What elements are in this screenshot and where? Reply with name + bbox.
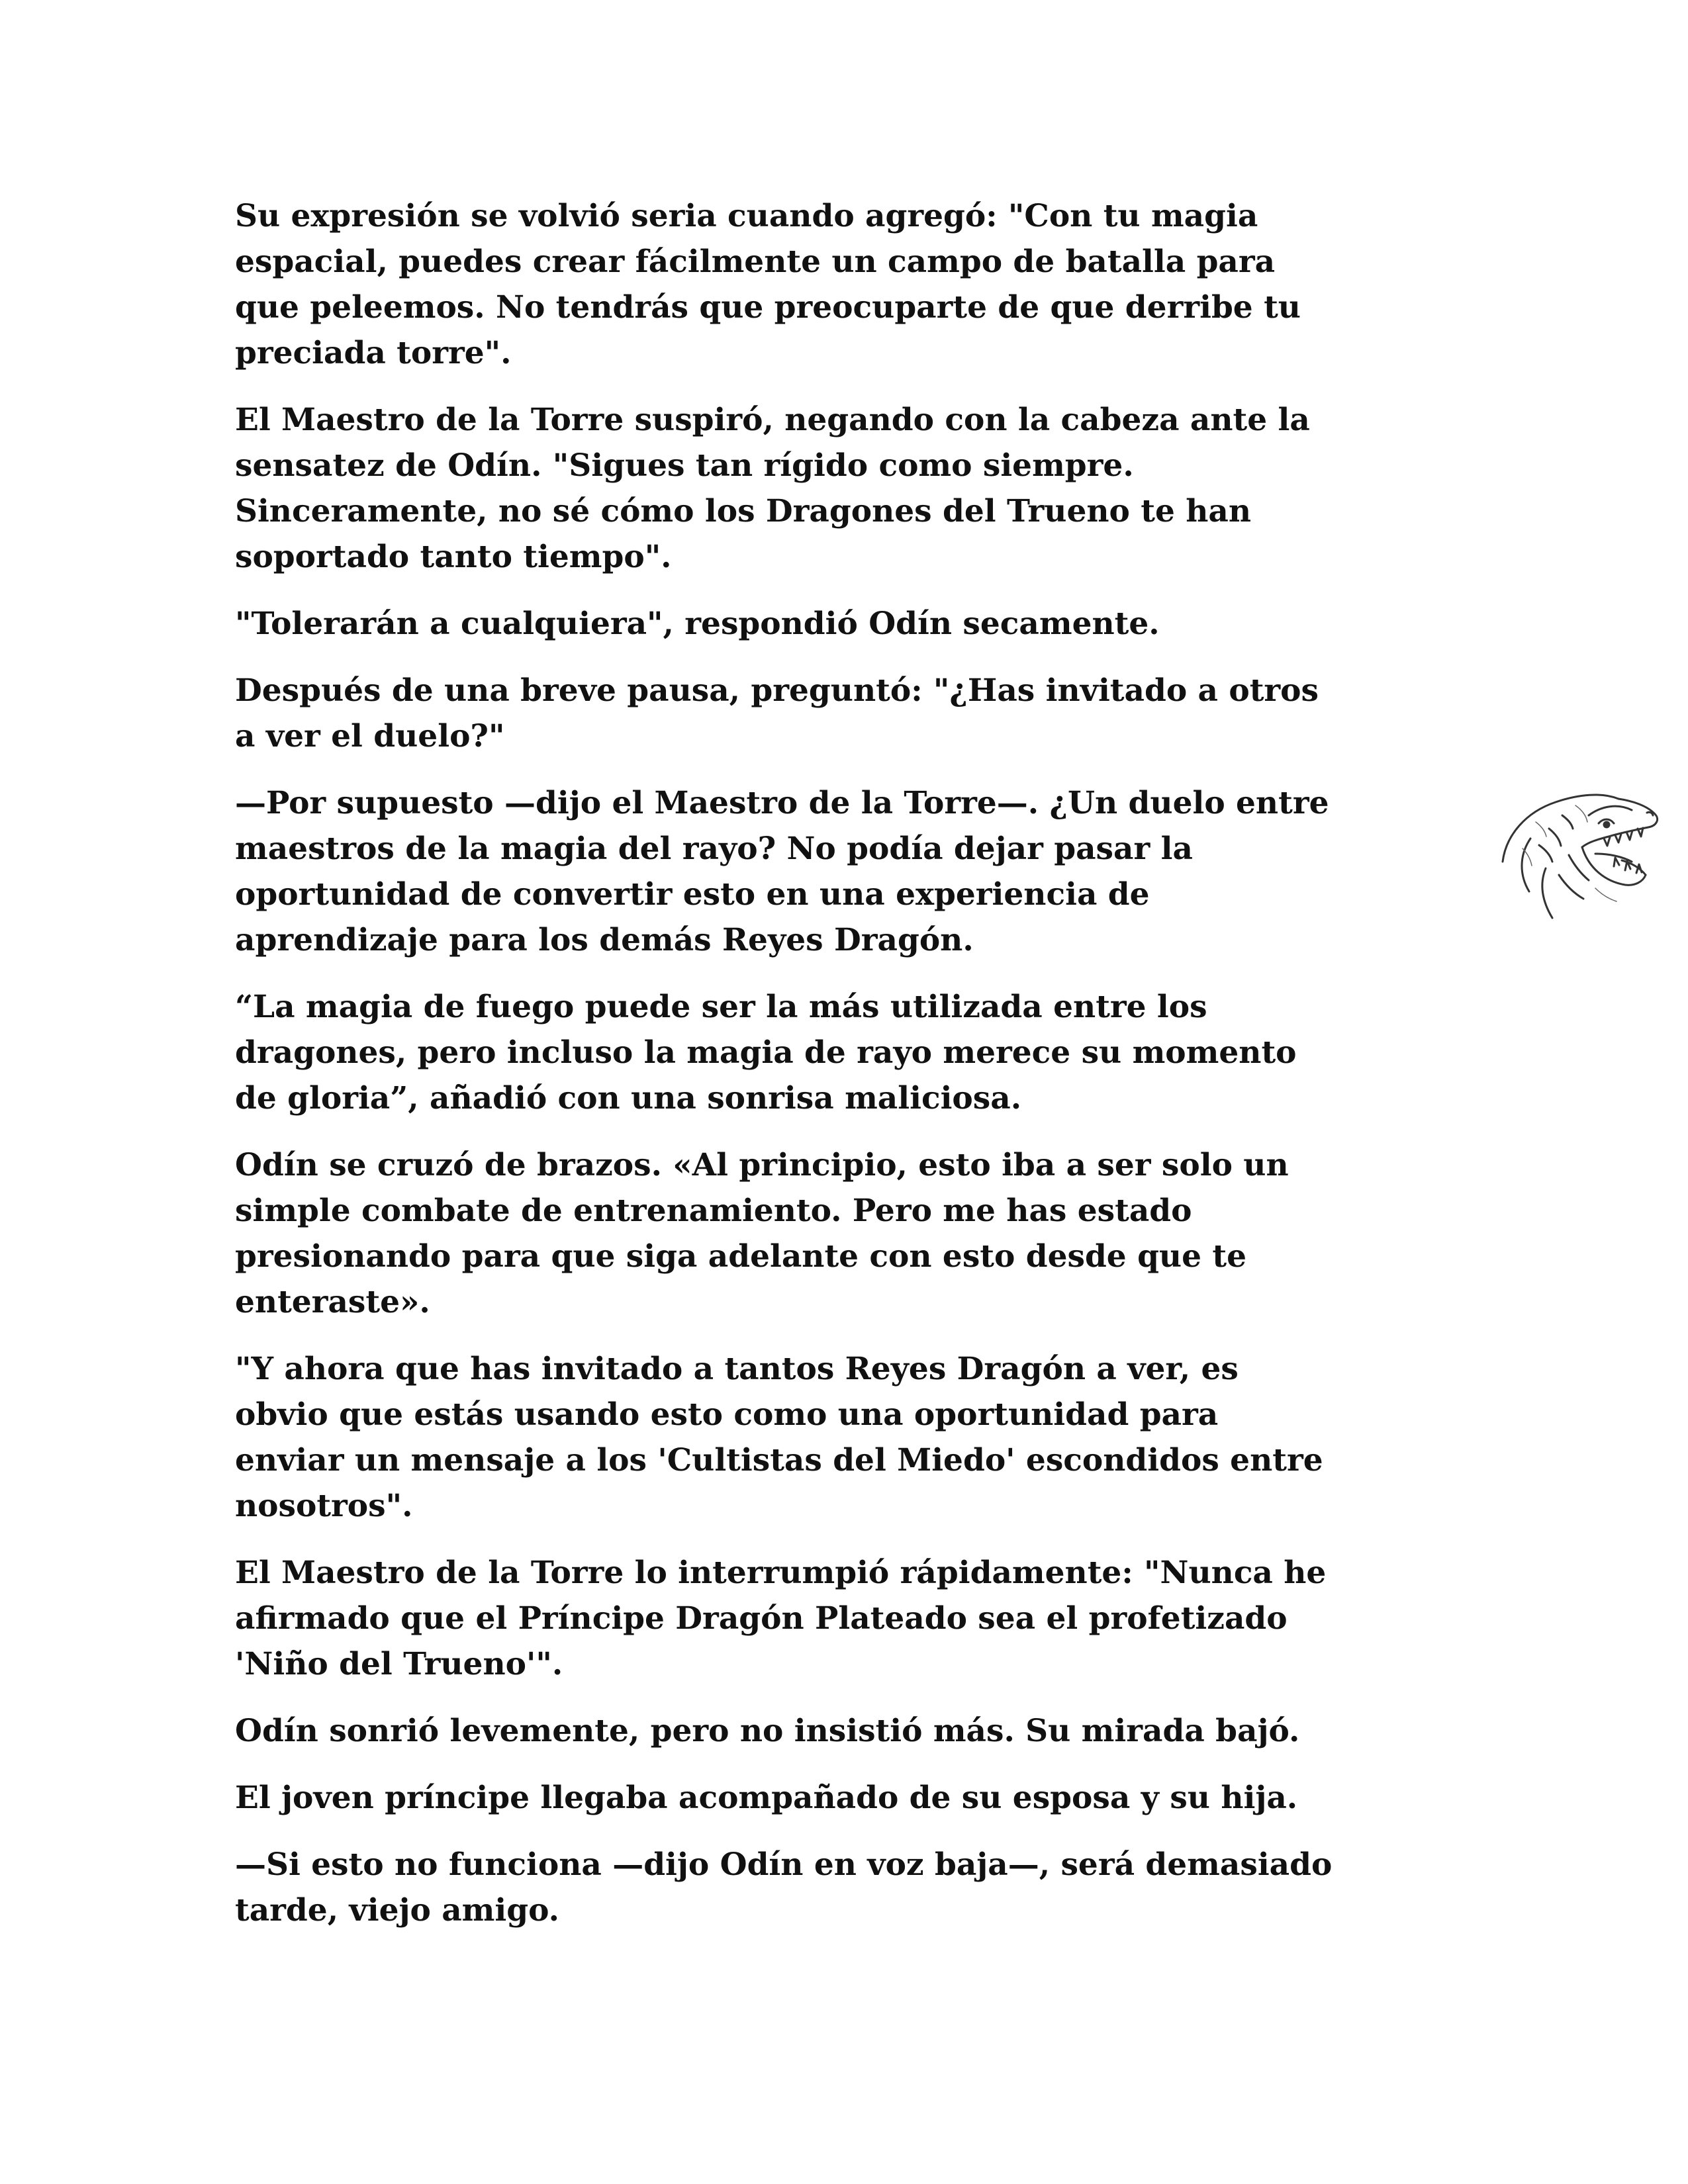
text-line: El Maestro de la Torre suspiró, negando con la cabeza ante la <box>235 402 1310 438</box>
text-line: Odín se cruzó de brazos. «Al principio, esto iba a ser solo un <box>235 1147 1289 1183</box>
text-line: obvio que estás usando esto como una oportunidad para <box>235 1396 1219 1433</box>
paragraph-11 <box>235 1775 1466 1821</box>
paragraph-4 <box>235 668 1466 759</box>
text-line: Odín sonrió levemente, pero no insistió más. Su mirada bajó. <box>235 1713 1300 1749</box>
paragraph-7 <box>235 1142 1466 1325</box>
text-line: Después de una breve pausa, preguntó: "¿Has invitado a otros <box>235 672 1319 709</box>
text-line: —Por supuesto —dijo el Maestro de la Torre—. ¿Un duelo entre <box>235 785 1329 821</box>
text-line: presionando para que siga adelante con esto desde que te <box>235 1238 1246 1275</box>
paragraph-9 <box>235 1550 1466 1687</box>
text-line: a ver el duelo?" <box>235 718 505 754</box>
paragraph-6 <box>235 984 1466 1121</box>
text-line: dragones, pero incluso la magia de rayo merece su momento <box>235 1034 1297 1071</box>
text-line: El joven príncipe llegaba acompañado de su esposa y su hija. <box>235 1780 1298 1816</box>
paragraph-12 <box>235 1842 1466 1933</box>
paragraph-5 <box>235 780 1466 963</box>
text-line: “La magia de fuego puede ser la más utilizada entre los <box>235 989 1207 1025</box>
paragraph-1 <box>235 193 1466 376</box>
paragraph-10 <box>235 1708 1466 1754</box>
text-line: "Y ahora que has invitado a tantos Reyes Dragón a ver, es <box>235 1351 1239 1387</box>
text-line: maestros de la magia del rayo? No podía dejar pasar la <box>235 831 1193 867</box>
text-line: de gloria”, añadió con una sonrisa maliciosa. <box>235 1080 1022 1116</box>
paragraph-2 <box>235 397 1466 580</box>
text-line: enviar un mensaje a los 'Cultistas del Miedo' escondidos entre <box>235 1442 1323 1479</box>
text-line: 'Niño del Trueno'". <box>235 1646 563 1682</box>
paragraph-3 <box>235 601 1466 647</box>
text-line: Sinceramente, no sé cómo los Dragones del Trueno te han <box>235 493 1252 529</box>
text-line: Su expresión se volvió seria cuando agregó: "Con tu magia <box>235 198 1258 234</box>
text-line: espacial, puedes crear fácilmente un campo de batalla para <box>235 244 1276 280</box>
text-line: que peleemos. No tendrás que preocuparte de que derribe tu <box>235 289 1301 326</box>
text-line: tarde, viejo amigo. <box>235 1892 559 1929</box>
text-line: simple combate de entrenamiento. Pero me has estado <box>235 1193 1192 1229</box>
text-line: El Maestro de la Torre lo interrumpió rápidamente: "Nunca he <box>235 1555 1327 1591</box>
text-line: sensatez de Odín. "Sigues tan rígido como siempre. <box>235 447 1134 484</box>
text-line: soportado tanto tiempo". <box>235 539 672 575</box>
text-line: —Si esto no funciona —dijo Odín en voz baja—, será demasiado <box>235 1846 1333 1883</box>
body-text <box>235 193 1466 1954</box>
text-line: afirmado que el Príncipe Dragón Plateado sea el profetizado <box>235 1600 1288 1637</box>
text-line: enteraste». <box>235 1284 430 1320</box>
text-line: aprendizaje para los demás Reyes Dragón. <box>235 922 974 958</box>
text-line: oportunidad de convertir esto en una experiencia de <box>235 876 1150 913</box>
text-line: "Tolerarán a cualquiera", respondió Odín secamente. <box>235 606 1160 642</box>
text-line: preciada torre". <box>235 335 512 371</box>
dragon-head-sketch-icon <box>1489 776 1668 928</box>
text-line: nosotros". <box>235 1488 413 1524</box>
paragraph-8 <box>235 1346 1466 1529</box>
